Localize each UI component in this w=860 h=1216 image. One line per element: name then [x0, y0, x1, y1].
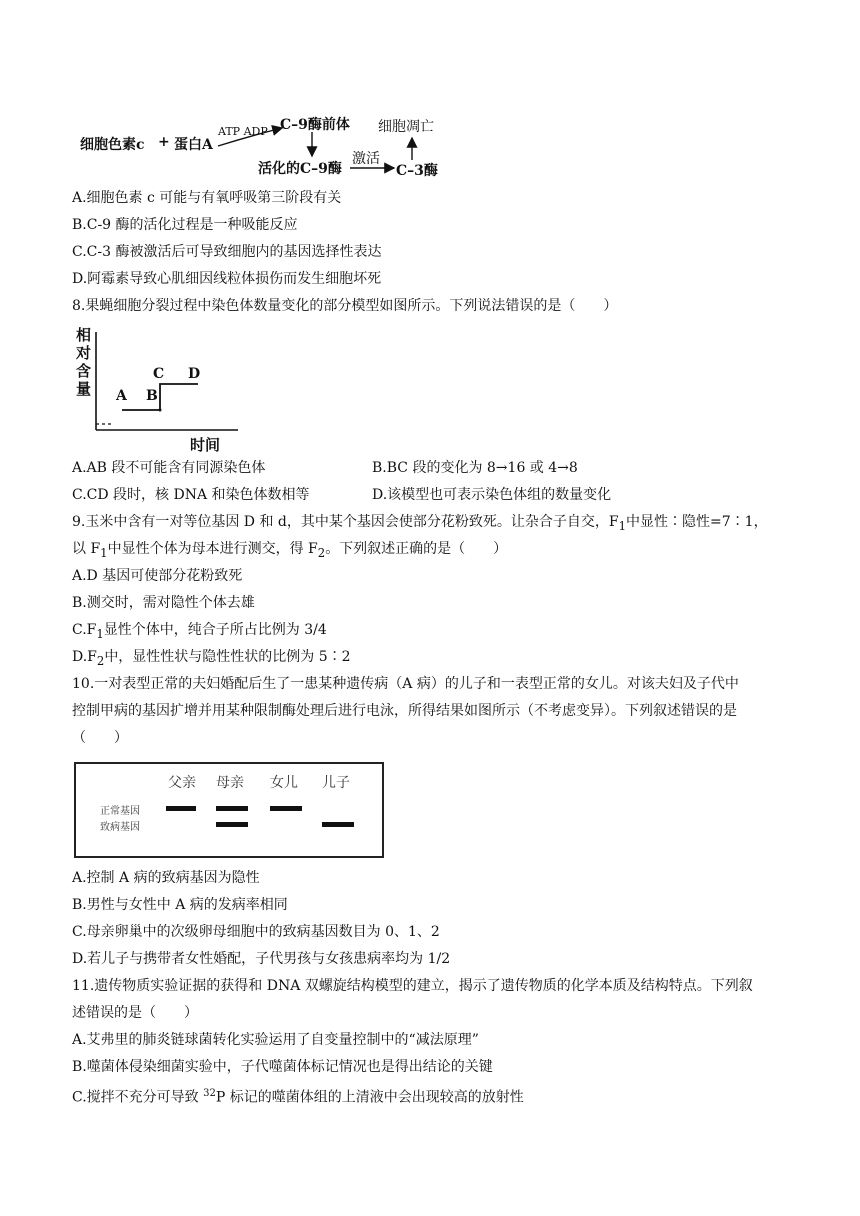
- q10-stem-line2: 控制甲病的基因扩增并用某种限制酶处理后进行电泳，所得结果如图所示（不考虑变异）。下列叙述错误的是: [72, 703, 737, 719]
- band-mother-normal: [216, 806, 248, 811]
- q8-point-b: B: [146, 388, 158, 404]
- fig-c3: C–3酶: [396, 163, 438, 179]
- q9-stem-line1: [72, 512, 768, 536]
- q11-sup: 32: [203, 1088, 216, 1099]
- q8-step-graph: [0, 0, 260, 460]
- q10-option-a: A.控制 A 病的致病基因为隐性: [72, 870, 260, 886]
- q8-option-a: A.AB 段不可能含有同源染色体: [72, 460, 266, 476]
- q7-option-c: C.C-3 酶被激活后可导致细胞内的基因选择性表达: [72, 244, 382, 260]
- fig-atp-adp: ATP ADP: [218, 125, 268, 138]
- q9-stem-line2: [72, 539, 507, 563]
- q9-text: 9.玉米中含有一对等位基因 D 和 d，其中某个基因会使部分花粉致死。让杂合子自交，F: [72, 514, 619, 530]
- q9-sub: 1: [96, 626, 104, 641]
- electrophoresis-gel: [74, 762, 384, 858]
- q8-ylabel-char: 对: [76, 344, 92, 362]
- q11-option-c: [72, 1084, 524, 1108]
- band-mother-pathogenic: [216, 822, 248, 827]
- q10-stem-line1: 10.一对表型正常的夫妇婚配后生了一患某种遗传病（A 病）的儿子和一表型正常的女儿。对该夫妇及子代中: [72, 676, 739, 692]
- band-father-normal: [166, 806, 196, 811]
- q9-option-c: [72, 620, 327, 644]
- q10-option-c: C.母亲卵巢中的次级卵母细胞中的致病基因数目为 0、1、2: [72, 924, 440, 940]
- q7-option-d: D.阿霉素导致心肌细因线粒体损伤而发生细胞坏死: [72, 271, 382, 287]
- gel-row-normal: 正常基因: [100, 806, 140, 817]
- q8-xlabel: 时间: [190, 436, 221, 454]
- q8-ylabel-char: 含: [76, 362, 92, 380]
- q9-option-d: [72, 647, 351, 671]
- gel-col-mother: 母亲: [216, 775, 244, 791]
- q10-option-d: D.若儿子与携带者女性婚配，子代男孩与女孩患病率均为 1/2: [72, 951, 451, 967]
- q9-option-b: B.测交时，需对隐性个体去雄: [72, 595, 255, 611]
- q9-sub: 2: [96, 653, 105, 668]
- q9-text: 中显性∶隐性=7∶1，: [626, 514, 768, 530]
- q8-point-a: A: [116, 388, 127, 404]
- q11-stem-line2: 述错误的是（ ）: [72, 1005, 198, 1021]
- q9-option-a: A.D 基因可使部分花粉致死: [72, 568, 243, 584]
- q9-sub: 1: [100, 545, 108, 560]
- fig-c9-precursor: C–9酶前体: [280, 117, 350, 133]
- q8-ylabel-char: 量: [76, 380, 92, 398]
- gel-col-father: 父亲: [168, 775, 196, 791]
- q8-option-c: C.CD 段时，核 DNA 和染色体数相等: [72, 487, 310, 503]
- q11-text: P 标记的噬菌体组的上清液中会出现较高的放射性: [215, 1089, 524, 1106]
- q11-option-b: B.噬菌体侵染细菌实验中，子代噬菌体标记情况也是得出结论的关键: [72, 1059, 493, 1075]
- band-daughter-normal: [270, 806, 302, 811]
- q9-text: 以 F: [72, 541, 101, 557]
- fig-plus: +: [158, 134, 170, 150]
- q11-text: C.搅拌不充分可导致: [72, 1089, 204, 1106]
- q9-text: 中，显性性状与隐性性状的比例为 5∶2: [104, 649, 351, 665]
- fig-cytochrome-c: 细胞色素c: [80, 137, 145, 153]
- q9-sub: 1: [618, 518, 627, 533]
- q9-text: C.F: [72, 622, 97, 638]
- fig-protein-a: 蛋白A: [174, 137, 213, 153]
- q8-point-c: C: [153, 366, 165, 382]
- fig-apoptosis: 细胞凋亡: [378, 119, 434, 135]
- q8-stem: 8.果蝇细胞分裂过程中染色体数量变化的部分模型如图所示。下列说法错误的是（ ）: [72, 298, 618, 314]
- q9-text: D.F: [72, 649, 97, 665]
- fig-activated-c9: 活化的C–9酶: [258, 161, 342, 177]
- q9-text: 显性个体中，纯合子所占比例为 3/4: [103, 622, 327, 638]
- q8-option-b: B.BC 段的变化为 8→16 或 4→8: [372, 460, 578, 476]
- gel-col-son: 儿子: [322, 775, 350, 791]
- q9-text: 中显性个体为母本进行测交，得 F: [107, 541, 318, 557]
- q8-ylabel-char: 相: [76, 326, 92, 344]
- fig-activate-label: 激活: [352, 151, 380, 167]
- q10-option-b: B.男性与女性中 A 病的发病率相同: [72, 897, 288, 913]
- q10-stem-line3: （ ）: [72, 730, 128, 746]
- q7-option-a: A.细胞色素 c 可能与有氧呼吸第三阶段有关: [72, 190, 342, 206]
- q8-option-d: D.该模型也可表示染色体组的数量变化: [372, 487, 612, 503]
- q7-option-b: B.C-9 酶的活化过程是一种吸能反应: [72, 217, 298, 233]
- q9-sub: 2: [317, 545, 326, 560]
- band-son-pathogenic: [322, 822, 354, 827]
- q11-option-a: A.艾弗里的肺炎链球菌转化实验运用了自变量控制中的“减法原理”: [72, 1032, 479, 1048]
- q11-stem-line1: 11.遗传物质实验证据的获得和 DNA 双螺旋结构模型的建立，揭示了遗传物质的化学本质及结构特点。下列叙: [72, 978, 753, 994]
- gel-col-daughter: 女儿: [270, 775, 298, 791]
- gel-row-pathogenic: 致病基因: [100, 822, 140, 833]
- q8-point-d: D: [188, 366, 201, 382]
- q9-text: 。下列叙述正确的是（ ）: [325, 541, 508, 557]
